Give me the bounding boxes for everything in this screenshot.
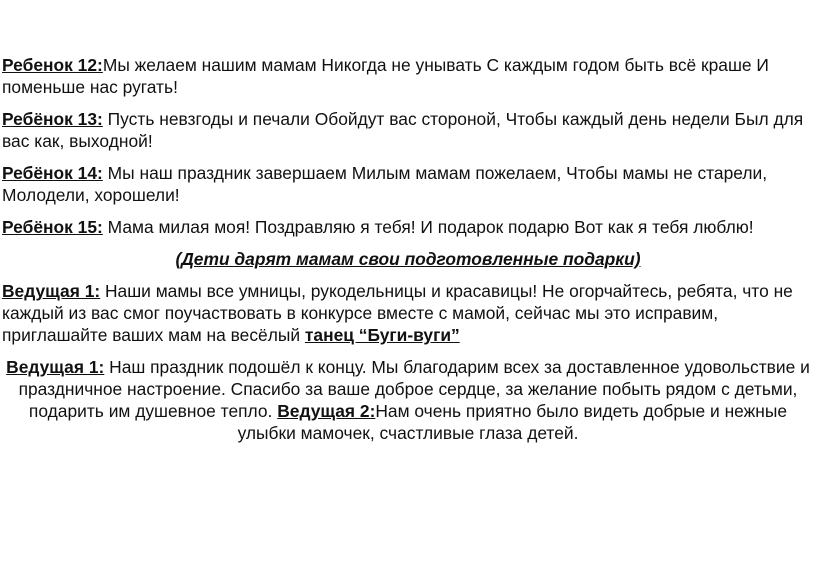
speech-text: Пусть невзгоды и печали Обойдут вас стороной, Чтобы каждый день недели Был для вас как, выходной! [2,109,804,151]
speaker-label: Ребёнок 13: [2,109,103,129]
speaker-label: Ведущая 1: [2,281,101,301]
stage-direction: (Дети дарят мамам свои подготовленные подарки) [175,249,641,269]
speaker-label: Ребёнок 14: [2,163,103,183]
paragraph-child-13 [2,108,814,152]
paragraph-child-14 [2,162,814,206]
speaker-label: Ребёнок 15: [2,217,103,237]
speaker-label: Ведущая 1: [6,357,105,377]
dance-title: танец “Буги-вуги” [304,325,460,345]
speaker-label: Ребенок 12: [2,55,103,75]
speech-text-2: Нам очень приятно было видеть добрые и нежные улыбки мамочек, счастливые глаза детей. [237,401,788,443]
speech-text: Мы наш праздник завершаем Милым мамам пожелаем, Чтобы мамы не старели, Молодели, хорошели! [2,163,768,205]
paragraph-child-12 [2,54,814,98]
speech-text: Наши мамы все умницы, рукодельницы и красавицы! Не огорчайтесь, ребята, что не каждый из вас смог поучаствовать в конкурсе вместе с мамой, сейчас мы это исправим, приглашайте ваших мам на весёлый [2,281,793,345]
speaker-label-2: Ведущая 2: [277,401,376,421]
document-page [0,54,816,454]
paragraph-closing [2,356,814,444]
speech-text: Наш праздник подошёл к концу. Мы благодарим всех за доставленное удовольствие и праздничное настроение. Спасибо за ваше доброе сердце, за желание побыть рядом с детьми, подарить им душевное тепло. [18,357,810,421]
speech-text: Мама милая моя! Поздравляю я тебя! И подарок подарю Вот как я тебя люблю! [102,217,754,237]
paragraph-host-1 [2,280,814,346]
speech-text: Мы желаем нашим мамам Никогда не унывать С каждым годом быть всё краше И поменьше нас ругать! [2,55,769,97]
paragraph-child-15 [2,216,814,238]
